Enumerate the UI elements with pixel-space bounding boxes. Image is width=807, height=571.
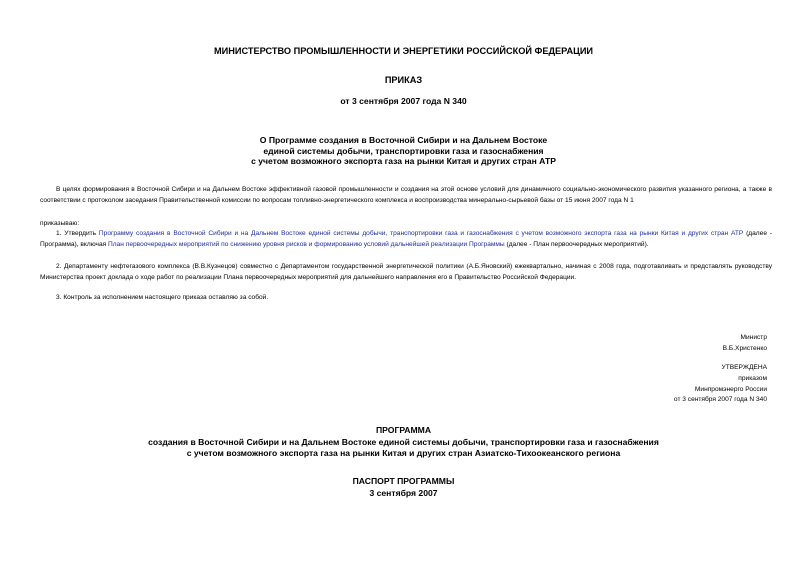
order-title-line: О Программе создания в Восточной Сибири и на Дальнем Востоке: [259, 135, 548, 145]
priority-plan-link[interactable]: План первоочередных мероприятий по снижению уровня рисков и формированию условий дальнейшей реализации Программы: [108, 241, 505, 248]
signature-block: [723, 333, 767, 355]
item-3-paragraph: 3. Контроль за исполнением настоящего приказа оставляю за собой.: [56, 294, 269, 301]
order-title: [0, 135, 807, 167]
approval-block: [674, 363, 767, 406]
signatory-position: Министр: [740, 334, 767, 341]
program-subtitle-line: с учетом возможного экспорта газа на рынки Китая и других стран Азиатско-Тихоокеанского региона: [186, 447, 621, 458]
item-1-end: (далее - План первоочередных мероприятий).: [504, 241, 649, 248]
ministry-heading: МИНИСТЕРСТВО ПРОМЫШЛЕННОСТИ И ЭНЕРГЕТИКИ РОССИЙСКОЙ ФЕДЕРАЦИИ: [213, 46, 594, 56]
order-title-line: единой системы добычи, транспортировки газа и газоснабжения: [263, 145, 544, 156]
passport-date: 3 сентября 2007: [369, 488, 438, 498]
item-2-paragraph: 2. Департаменту нефтегазового комплекса (В.В.Кузнецов) совместно с Департаментом государственной энергетической политики (А.Б.Яновский) ежеквартально, начиная с 2008 года, подготавливать и представлять руководству Министерства проект доклада о ходе работ по реализации Плана первоочередных мероприятий для дальнейшего направления его в Правительство Российской Федерации.: [40, 263, 772, 281]
item-1-start: 1. Утвердить: [56, 230, 99, 237]
approval-line: приказом: [738, 374, 767, 382]
approval-line: от 3 сентября 2007 года N 340: [673, 396, 767, 404]
program-link[interactable]: Программу создания в Восточной Сибири и на Дальнем Востоке единой системы добычи, транспортировки газа и газоснабжения с учетом возможного экспорта газа на рынки Китая и других стран АТР: [98, 230, 744, 237]
approval-line: УТВЕРЖДЕНА: [721, 364, 767, 371]
signatory-name: В.Б.Христенко: [722, 344, 767, 352]
order-title-line: с учетом возможного экспорта газа на рынки Китая и других стран АТР: [251, 156, 556, 166]
preamble-paragraph: В целях формирования в Восточной Сибири и на Дальнем Востоке эффективной газовой промышленности и создания на этой основе условий для динамичного социально-экономического развития указанного региона, а также в соответствии с протоколом заседания Правительственной комиссии по вопросам топливно-энергетического комплекса и воспроизводства минерально-сырьевой базы от 15 июня 2007 года N 1: [40, 186, 772, 204]
order-date-number: от 3 сентября 2007 года N 340: [340, 96, 467, 106]
item-1-mid: (далее - Программа), включая: [40, 230, 772, 248]
program-title: ПРОГРАММА: [375, 425, 432, 435]
passport-title: ПАСПОРТ ПРОГРАММЫ: [352, 476, 455, 486]
approval-line: Минпромэнерго России: [694, 385, 767, 393]
program-subtitle-line: создания в Восточной Сибири и на Дальнем Востоке единой системы добычи, транспортировки газа и газоснабжения: [148, 437, 659, 447]
order-word: приказываю:: [40, 220, 80, 227]
program-subtitle: [0, 437, 807, 458]
item-1-paragraph: [40, 228, 772, 250]
doc-type-heading: ПРИКАЗ: [384, 75, 423, 85]
